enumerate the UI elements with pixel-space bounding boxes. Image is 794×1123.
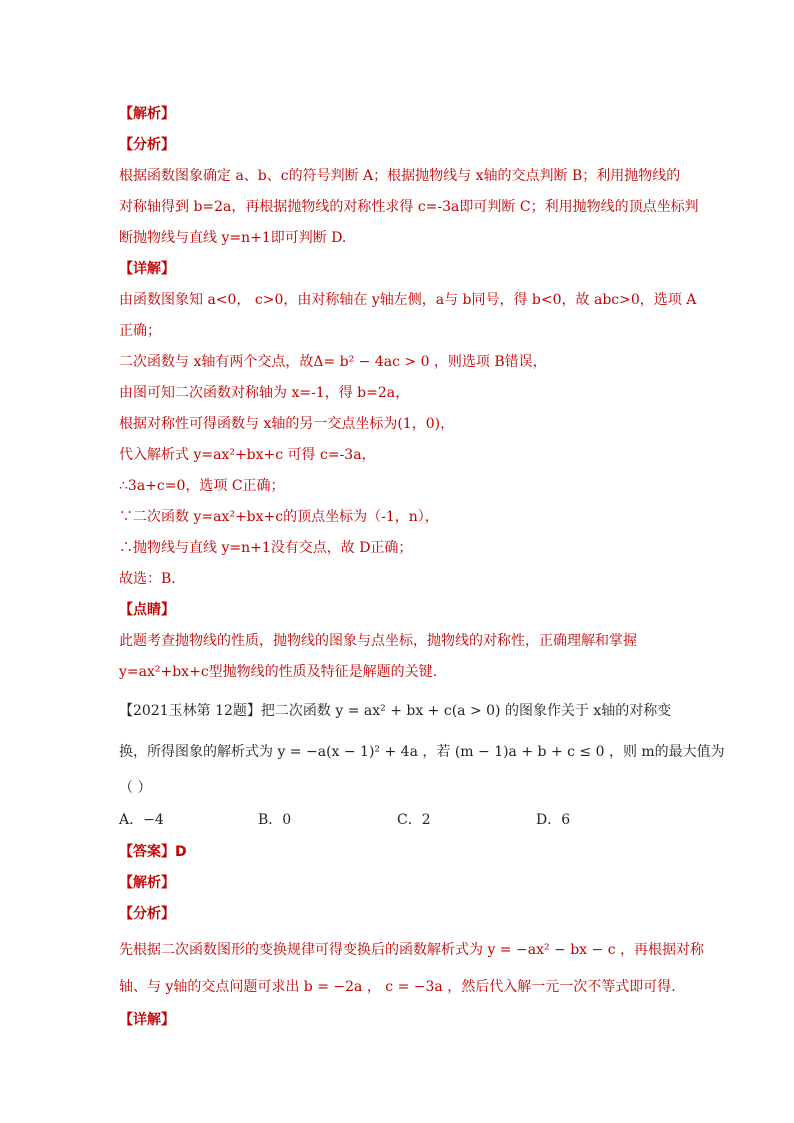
detail-line-10: 故选：B. [119,571,176,587]
detail-line-7: ∴3a+c=0，选项 C正确； [119,478,285,494]
comment-line-1: 此题考查抛物线的性质，抛物线的图象与点坐标，抛物线的对称性，正确理解和掌握 [119,633,637,649]
detail-line-9: ∴抛物线与直线 y=n+1没有交点，故 D正确； [119,540,413,556]
detail-line-8: ∵二次函数 y=ax²+bx+c的顶点坐标为（-1，n）， [119,509,439,525]
detail-line-3: 二次函数与 x轴有两个交点，故Δ= b² − 4ac > 0 ，则选项 B错误， [119,354,547,370]
option-b: B．0 [258,812,292,828]
option-c: C．2 [397,812,431,828]
detail-line-4: 由图可知二次函数对称轴为 x=-1，得 b=2a， [119,385,410,401]
comment-line-2: y=ax²+bx+c型抛物线的性质及特征是解题的关键. [119,664,438,680]
question-line-1: 【2021玉林第 12题】把二次函数 y = ax² + bx + c(a > 0) 的图象作关于 x轴的对称变 [119,703,672,719]
analysis-line-3: 断抛物线与直线 y=n+1即可判断 D. [119,230,347,246]
question-line-2: 换，所得图象的解析式为 y = −a(x − 1)² + 4a ，若 (m − 1)a + b + c ≤ 0 ，则 m的最大值为 [119,744,725,760]
heading-xiangjie: 【详解】 [119,261,175,277]
analysis-line-1: 根据函数图象确定 a、b、c的符号判断 A；根据抛物线与 x轴的交点判断 B；利用抛物线的 [119,168,681,184]
option-d: D．6 [536,812,571,828]
heading-dianjing: 【点睛】 [119,602,175,618]
heading-jiexi: 【解析】 [119,106,175,122]
heading-xiangjie-2: 【详解】 [119,1012,175,1028]
detail-line-2: 正确； [119,323,161,339]
question-parens: （ ） [119,780,152,796]
answer-label: 【答案】D [119,844,187,860]
option-a: A．−4 [119,812,164,828]
analysis-line-2: 对称轴得到 b=2a，再根据抛物线的对称性求得 c=-3a即可判断 C；利用抛物线的顶点坐标判 [119,199,699,215]
heading-fenxi: 【分析】 [119,137,175,153]
analysis2-line-1: 先根据二次函数图形的变换规律可得变换后的函数解析式为 y = −ax² − bx − c ，再根据对称 [119,942,704,958]
detail-line-1: 由函数图象知 a<0， c>0，由对称轴在 y轴左侧，a与 b同号，得 b<0，故 abc>0，选项 A [119,292,697,308]
detail-line-6: 代入解析式 y=ax²+bx+c 可得 c=-3a， [119,447,376,463]
heading-fenxi-2: 【分析】 [119,906,175,922]
detail-line-5: 根据对称性可得函数与 x轴的另一交点坐标为(1，0)， [119,416,455,432]
analysis2-line-2: 轴、与 y轴的交点问题可求出 b = −2a ， c = −3a ，然后代入解一元一次不等式即可得. [119,979,676,995]
heading-jiexi-2: 【解析】 [119,875,175,891]
